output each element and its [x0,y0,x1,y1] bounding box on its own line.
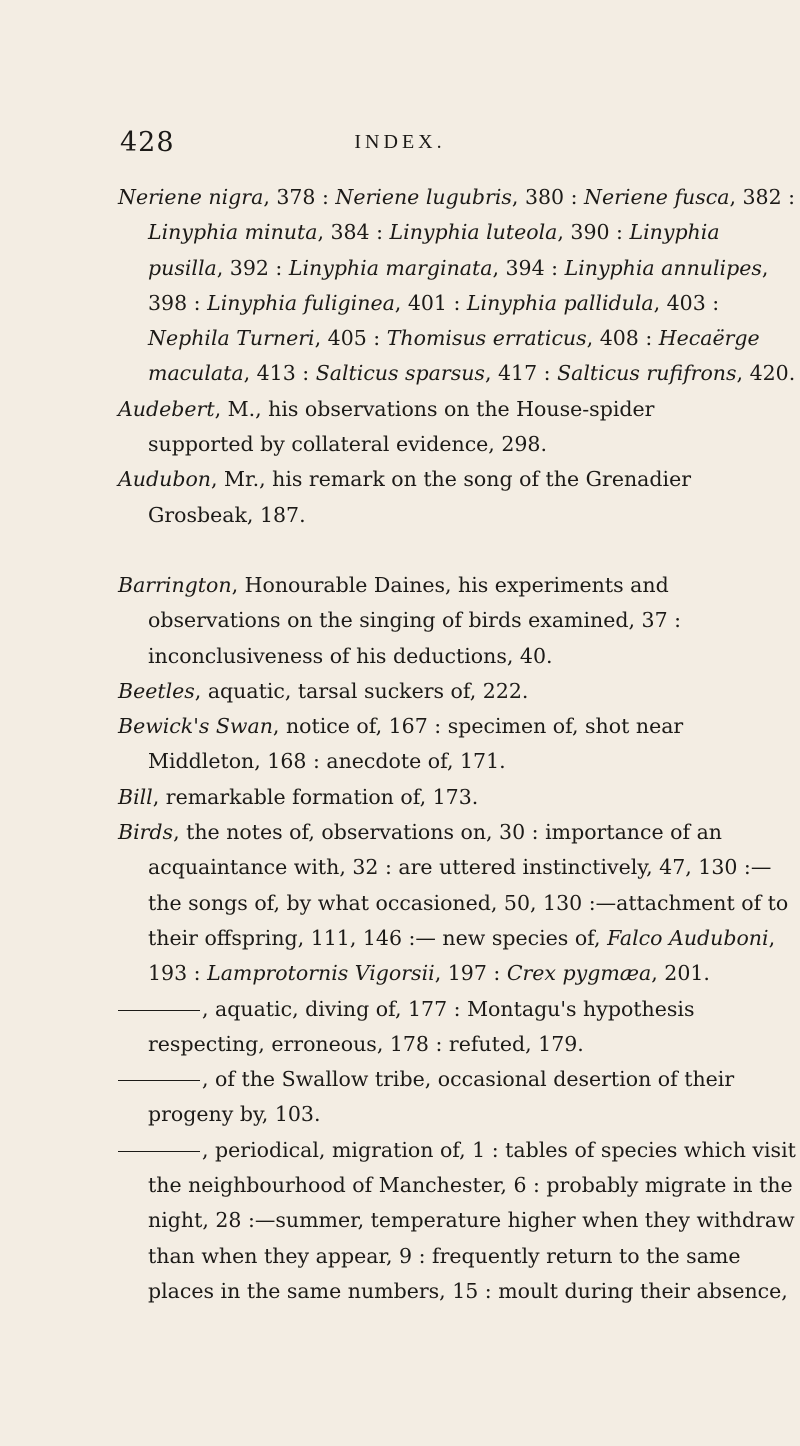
index-headword: Hecaërge maculata [148,326,760,386]
index-text: , periodical, migration of, 1 : tables of species which visit the neighbourhood of Manchester, 6 : probably migrate in the night, 28 :—summer, temperature higher when they withdraw than when they appear, 9 : frequently return to the same places in the same numbers, 15 : moult during their absence, [148,1137,796,1303]
index-text: , Mr., his remark on the song of the Grenadier Grosbeak, 187. [148,467,691,527]
index-text: , M., his observations on the House-spider supported by collateral evidence, 298. [148,396,655,457]
index-text: , 420. [736,361,796,386]
index-headword: Neriene fusca [584,185,730,209]
index-text: , 394 : [492,255,565,280]
index-text: , aquatic, diving of, 177 : Montagu's hypothesis respecting, erroneous, 178 : refuted, 179. [148,996,695,1056]
index-headword: Thomisus erraticus [386,326,587,351]
running-title: INDEX. [354,131,446,153]
index-text: , 380 : [511,185,585,209]
ditto-dash [118,1010,200,1011]
index-text: , 384 : [317,220,390,245]
index-entry-audubon [0,462,760,533]
index-headword: Bill [118,784,153,809]
index-entry-bill [0,780,800,815]
index-entry-birds [0,815,800,991]
index-headword: Neriene lugubris [335,185,512,209]
index-headword: Audebert [118,396,215,421]
ditto-dash [118,1151,200,1152]
index-headword: Salticus rufifrons [557,361,737,386]
index-headword: Neriene nigra [118,185,264,209]
index-headword: Birds [118,820,174,845]
index-text: , 382 : [729,185,796,209]
index-text: , of the Swallow tribe, occasional desertion of their progeny by, 103. [148,1067,735,1127]
index-subentry-birds-periodical [0,1133,800,1309]
index-body [0,180,800,1309]
index-text: , 392 : [216,255,289,280]
index-headword: Audubon [118,467,212,492]
index-headword: Salticus sparsus [315,361,485,386]
index-headword: Lamprotornis Vigorsii [207,961,435,986]
index-text: , 197 : [434,961,507,986]
index-text: , notice of, 167 : specimen of, shot near Middleton, 168 : anecdote of, 171. [148,714,684,774]
index-text: , aquatic, tarsal suckers of, 222. [194,678,529,703]
index-text: , 405 : [314,326,387,351]
ditto-dash [118,1080,200,1081]
index-text: , 193 : [148,925,776,986]
index-text: , 398 : [148,255,769,315]
index-text: , 390 : [557,220,630,245]
index-headword: Beetles [118,678,195,703]
index-headword: Linyphia luteola [389,220,558,245]
index-subentry-birds-swallow [0,1062,800,1133]
running-head [0,127,800,167]
index-text: , the notes of, observations on, 30 : importance of an acquaintance with, 32 : are uttered instinctively, 47, 130 :—the songs of, by what occasioned, 50, 130 :—attachment of to their offspring, 111, 146 :— new species of, [148,820,789,950]
index-text: , 413 : [243,361,316,386]
index-text: , 201. [651,961,710,986]
index-entry-continuation [0,180,800,392]
page-number: 428 [120,127,175,158]
index-entry-audebert [0,392,760,463]
index-headword: Falco Auduboni [607,925,769,950]
index-text: , 408 : [586,326,659,351]
index-text: , 403 : [653,290,720,315]
index-headword: Barrington [118,572,232,597]
index-headword: Linyphia pusilla [148,220,720,280]
index-text: , Honourable Daines, his experiments and observations on the singing of birds examined, 37 : inconclusiveness of his deductions, 40. [148,572,682,668]
index-headword: Linyphia annulipes [564,255,762,280]
index-headword: Linyphia fuliginea [207,290,395,315]
index-headword: Crex pygmæa [506,961,652,986]
index-entry-beetles [0,674,800,709]
index-entry-bewicks-swan [0,709,800,780]
index-entry-barrington [0,568,760,674]
index-headword: Linyphia minuta [148,220,318,245]
index-headword: Nephila Turneri [148,326,315,351]
index-subentry-birds-aquatic [0,992,800,1063]
index-text: , 401 : [394,290,467,315]
index-headword: Linyphia pallidula [466,290,654,315]
index-headword: Linyphia marginata [288,255,493,280]
index-text: , 378 : [263,185,336,209]
index-headword: Bewick's Swan [118,714,273,739]
index-text: , 417 : [484,361,558,386]
index-text: , remarkable formation of, 173. [152,784,479,809]
